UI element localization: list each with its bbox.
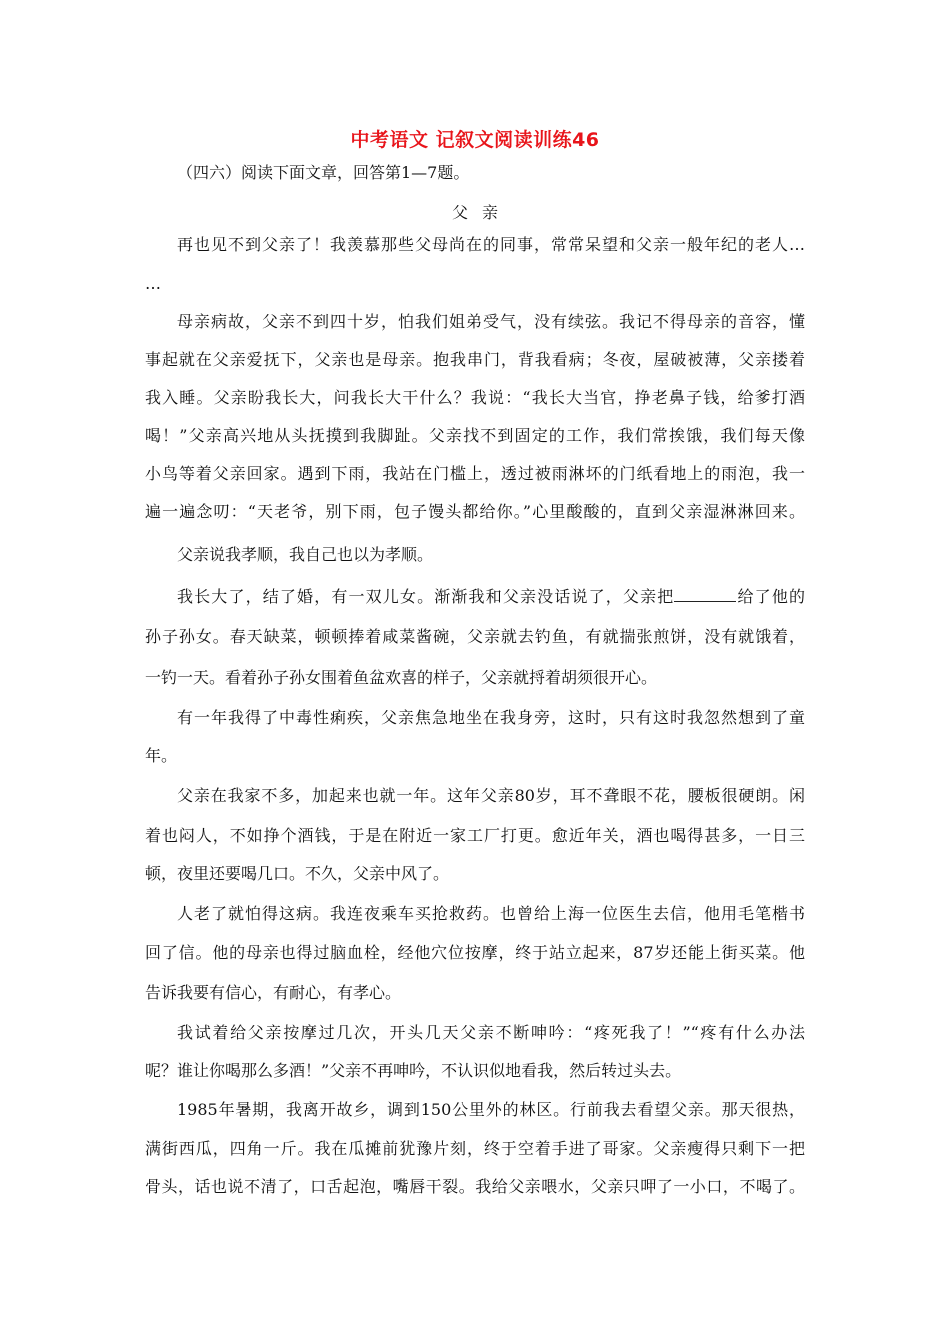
question-instruction: （四六）阅读下面文章，回答第1—7题。 — [177, 163, 470, 182]
paragraph-line: 呢？谁让你喝那么多酒！”父亲不再呻吟，不认识似地看我，然后转过头去。 — [145, 1061, 682, 1080]
paragraph-text-after-blank: 给了他的 — [736, 587, 805, 606]
paragraph-text-before-blank: 我长大了，结了婚，有一双儿女。渐渐我和父亲没话说了，父亲把 — [177, 587, 675, 606]
paragraph-line: 1985年暑期，我离开故乡，调到150公里外的林区。行前我去看望父亲。那天很热， — [177, 1100, 805, 1119]
essay-title: 父亲 — [451, 203, 512, 222]
paragraph-line: 人老了就怕得这病。我连夜乘车买抢救药。也曾给上海一位医生去信，他用毛笔楷书 — [177, 904, 805, 923]
paragraph-line: 我入睡。父亲盼我长大，问我长大干什么？我说：“我长大当官，挣老鼻子钱，给爹打酒 — [145, 388, 805, 407]
paragraph-line: 有一年我得了中毒性痢疾，父亲焦急地坐在我身旁，这时，只有这时我忽然想到了童 — [177, 708, 805, 727]
paragraph-line: 着也闷人，不如挣个酒钱，于是在附近一家工厂打更。愈近年关，酒也喝得甚多，一日三 — [145, 826, 805, 845]
fill-in-blank — [674, 587, 736, 602]
paragraph-line: 再也见不到父亲了！我羡慕那些父母尚在的同事，常常呆望和父亲一般年纪的老人… — [177, 235, 805, 254]
paragraph-line: 小鸟等着父亲回家。遇到下雨，我站在门槛上，透过被雨淋坏的门纸看地上的雨泡，我一 — [145, 464, 805, 483]
document-title: 中考语文 记叙文阅读训练46 — [350, 129, 600, 151]
paragraph-line: … — [145, 274, 161, 293]
paragraph-line: 我试着给父亲按摩过几次，开头几天父亲不断呻吟：“疼死我了！”“疼有什么办法 — [177, 1023, 805, 1042]
paragraph-line: 回了信。他的母亲也得过脑血栓，经他穴位按摩，终于站立起来，87岁还能上街买菜。他 — [145, 943, 805, 962]
paragraph-line: 母亲病故，父亲不到四十岁，怕我们姐弟受气，没有续弦。我记不得母亲的音容，懂 — [177, 312, 805, 331]
paragraph-line: 年。 — [145, 746, 178, 765]
paragraph-line: 告诉我要有信心，有耐心，有孝心。 — [145, 983, 402, 1002]
paragraph-line: 顿，夜里还要喝几口。不久，父亲中风了。 — [145, 864, 450, 883]
paragraph-line-with-blank — [177, 587, 805, 607]
paragraph-line: 事起就在父亲爱抚下，父亲也是母亲。抱我串门，背我看病；冬夜，屋破被薄，父亲搂着 — [145, 350, 805, 369]
paragraph-line: 父亲说我孝顺，我自己也以为孝顺。 — [177, 545, 434, 564]
paragraph-line: 骨头，话也说不清了，口舌起泡，嘴唇干裂。我给父亲喂水，父亲只呷了一小口，不喝了。 — [145, 1177, 805, 1196]
paragraph-line: 喝！”父亲高兴地从头抚摸到我脚趾。父亲找不到固定的工作，我们常挨饿，我们每天像 — [145, 426, 805, 445]
paragraph-line: 一钓一天。看着孙子孙女围着鱼盆欢喜的样子，父亲就捋着胡须很开心。 — [145, 668, 658, 687]
paragraph-line: 遍一遍念叨：“天老爷，别下雨，包子馒头都给你。”心里酸酸的，直到父亲湿淋淋回来。 — [145, 502, 805, 521]
paragraph-line: 满街西瓜，四角一斤。我在瓜摊前犹豫片刻，终于空着手进了哥家。父亲瘦得只剩下一把 — [145, 1139, 805, 1158]
paragraph-line: 孙子孙女。春天缺菜，顿顿捧着咸菜酱碗，父亲就去钓鱼，有就揣张煎饼，没有就饿着， — [145, 627, 805, 646]
paragraph-line: 父亲在我家不多，加起来也就一年。这年父亲80岁，耳不聋眼不花，腰板很硬朗。闲 — [177, 786, 805, 805]
